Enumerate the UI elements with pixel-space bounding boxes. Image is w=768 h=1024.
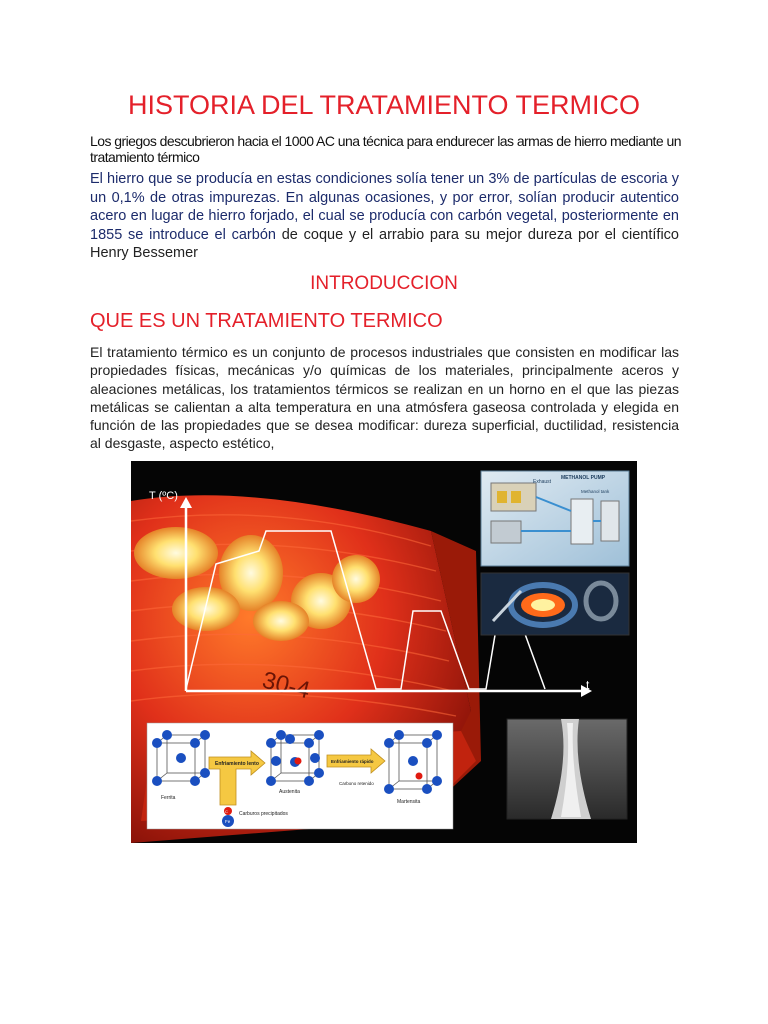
label-enfriamiento-lento: Enfriamiento lento — [215, 761, 259, 767]
plant-schematic-inset — [481, 471, 629, 566]
section-heading: INTRODUCCION — [310, 273, 458, 294]
induction-coil-inset — [481, 573, 629, 635]
intro-paragraph: Los griegos descubrieron hacia el 1000 AC una técnica para endurecer las armas de hierro mediante un tratamiento térmico — [90, 133, 681, 165]
label-fe-1: Fe — [153, 734, 159, 739]
history-paragraph — [90, 170, 679, 263]
label-c-1: C — [225, 809, 228, 814]
crucible-marking: 30-4 — [259, 666, 313, 705]
crystal-structure-diagram — [147, 723, 453, 829]
microstructure-inset — [507, 719, 627, 819]
definition-paragraph: El tratamiento térmico es un conjunto de procesos industriales que consisten en modificar las propiedades físicas, mecánicas y/o químicas de los materiales, principalmente aceros y aleaciones metálicas, los tratamientos térmicos se realizan en un horno en el que las piezas metálicas se calientan a alta temperatura en una atmósfera gaseosa controlada y elegida en función de las propiedades que se desea modificar: dureza superficial, ductilidad, resistencia al desgaste, aspecto estético, — [90, 344, 679, 452]
label-carbono-retenido: Carbono retenido — [339, 781, 374, 786]
label-carburos: Carburos precipitados — [239, 811, 288, 817]
plant-label-exhaust: Exhaust — [533, 479, 552, 485]
history-paragraph-blue: El hierro que se producía en estas condiciones solía tener un 3% de partículas de escoria y un 0,1% de otras impurezas. En algunas ocasiones, y por error, solían producir autentico acero en lugar de hierro forjado, el cual se producía con carbón vegetal, posteriormente en 1855 se introduce el carbón — [90, 171, 679, 243]
page-title: HISTORIA DEL TRATAMIENTO TERMICO — [127, 90, 641, 120]
history-paragraph-dark: de coque y el arrabio para su mejor dureza por el científico Henry Bessemer — [90, 226, 679, 261]
y-axis-label: T (ºC) — [149, 490, 178, 502]
x-axis-label: t — [586, 678, 590, 692]
subheading: QUE ES UN TRATAMIENTO TERMICO — [90, 310, 443, 332]
label-ferrita: Ferrita — [161, 795, 176, 801]
label-martensita: Martensita — [397, 799, 421, 805]
figure-svg — [131, 461, 637, 843]
plant-label-pump: METHANOL PUMP — [561, 475, 606, 481]
label-enfriamiento-rapido: Enfriamiento rápido — [331, 759, 374, 764]
plant-label-tank: Methanol tank — [581, 489, 610, 494]
label-fe-2: Fe — [225, 819, 231, 824]
heat-treatment-figure — [131, 461, 637, 843]
label-austenita: Austenita — [279, 789, 300, 795]
